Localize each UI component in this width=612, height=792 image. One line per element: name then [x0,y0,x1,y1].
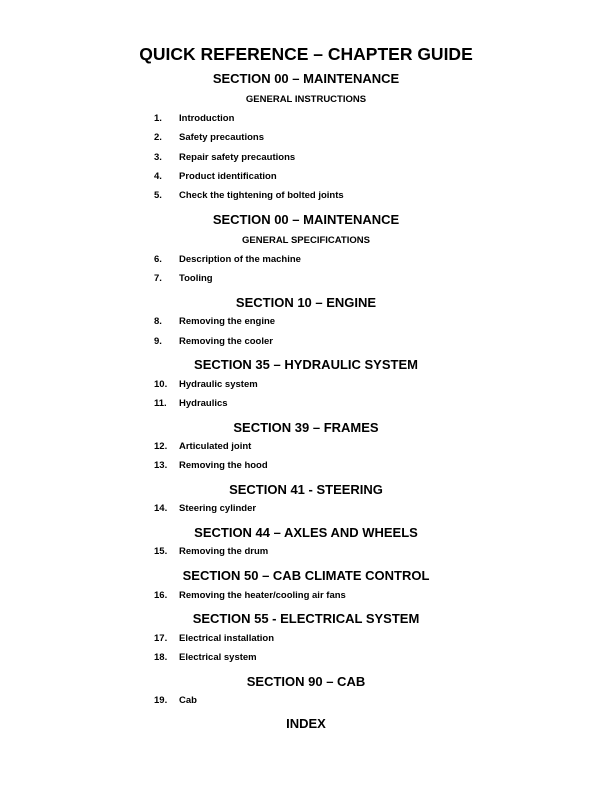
chapter-item[interactable] [154,132,264,144]
section-heading[interactable]: SECTION 55 - ELECTRICAL SYSTEM [192,611,420,626]
chapter-number: 1. [154,113,162,124]
section-subheading: GENERAL SPECIFICATIONS [242,235,370,246]
chapter-label: Electrical installation [179,633,275,644]
chapter-number: 19. [154,695,168,706]
chapter-number: 4. [154,171,162,182]
chapter-label: Removing the engine [179,316,276,327]
section-heading[interactable]: SECTION 00 – MAINTENANCE [212,71,400,86]
section-heading[interactable]: SECTION 10 – ENGINE [235,295,377,310]
chapter-item[interactable] [154,152,295,164]
chapter-label: Hydraulics [179,398,228,409]
chapter-item[interactable] [154,460,268,472]
chapter-number: 13. [154,460,168,471]
chapter-label: Hydraulic system [179,379,258,390]
chapter-label: Cab [179,695,197,706]
section-heading[interactable]: SECTION 44 – AXLES AND WHEELS [194,525,418,540]
chapter-label: Safety precautions [179,132,264,143]
chapter-item[interactable] [154,113,234,125]
section-heading[interactable]: SECTION 39 – FRAMES [233,420,379,435]
chapter-number: 14. [154,503,168,514]
chapter-item[interactable] [154,336,273,348]
chapter-number: 9. [154,336,162,347]
chapter-item[interactable] [154,254,301,266]
chapter-label: Removing the cooler [179,336,273,347]
chapter-item[interactable] [154,652,257,664]
chapter-label: Check the tightening of bolted joints [179,190,344,201]
chapter-item[interactable] [154,441,251,453]
section-heading[interactable]: SECTION 35 – HYDRAULIC SYSTEM [194,357,418,372]
chapter-item[interactable] [154,633,274,645]
section-heading[interactable]: SECTION 41 - STEERING [229,482,383,497]
chapter-item[interactable] [154,379,258,391]
chapter-label: Steering cylinder [179,503,257,514]
chapter-number: 15. [154,546,168,557]
chapter-label: Removing the hood [179,460,268,471]
chapter-label: Repair safety precautions [179,152,296,163]
chapter-item[interactable] [154,695,197,707]
chapter-number: 5. [154,190,162,201]
chapter-item[interactable] [154,503,256,515]
chapter-number: 7. [154,273,162,284]
chapter-label: Product identification [179,171,277,182]
chapter-label: Introduction [179,113,235,124]
chapter-number: 2. [154,132,162,143]
chapter-number: 11. [154,398,167,409]
chapter-number: 16. [154,590,168,601]
chapter-item[interactable] [154,273,213,285]
chapter-number: 6. [154,254,162,265]
chapter-label: Tooling [179,273,213,284]
section-subheading: GENERAL INSTRUCTIONS [245,94,367,105]
chapter-item[interactable] [154,171,277,183]
chapter-item[interactable] [154,546,268,558]
chapter-label: Electrical system [179,652,257,663]
chapter-number: 3. [154,152,162,163]
chapter-item[interactable] [154,316,275,328]
chapter-label: Description of the machine [179,254,301,265]
page-title: QUICK REFERENCE – CHAPTER GUIDE [139,44,473,64]
chapter-label: Removing the drum [179,546,269,557]
chapter-item[interactable] [154,190,344,202]
section-heading[interactable]: SECTION 00 – MAINTENANCE [212,212,400,227]
chapter-item[interactable] [154,398,228,410]
section-heading[interactable]: SECTION 50 – CAB CLIMATE CONTROL [182,568,430,583]
section-heading[interactable]: SECTION 90 – CAB [246,674,366,689]
chapter-number: 12. [154,441,168,452]
chapter-item[interactable] [154,590,346,602]
chapter-label: Removing the heater/cooling air fans [179,590,346,601]
chapter-number: 8. [154,316,162,327]
index-link[interactable]: INDEX [286,716,326,731]
chapter-number: 18. [154,652,168,663]
chapter-number: 17. [154,633,168,644]
chapter-label: Articulated joint [179,441,252,452]
chapter-number: 10. [154,379,168,390]
